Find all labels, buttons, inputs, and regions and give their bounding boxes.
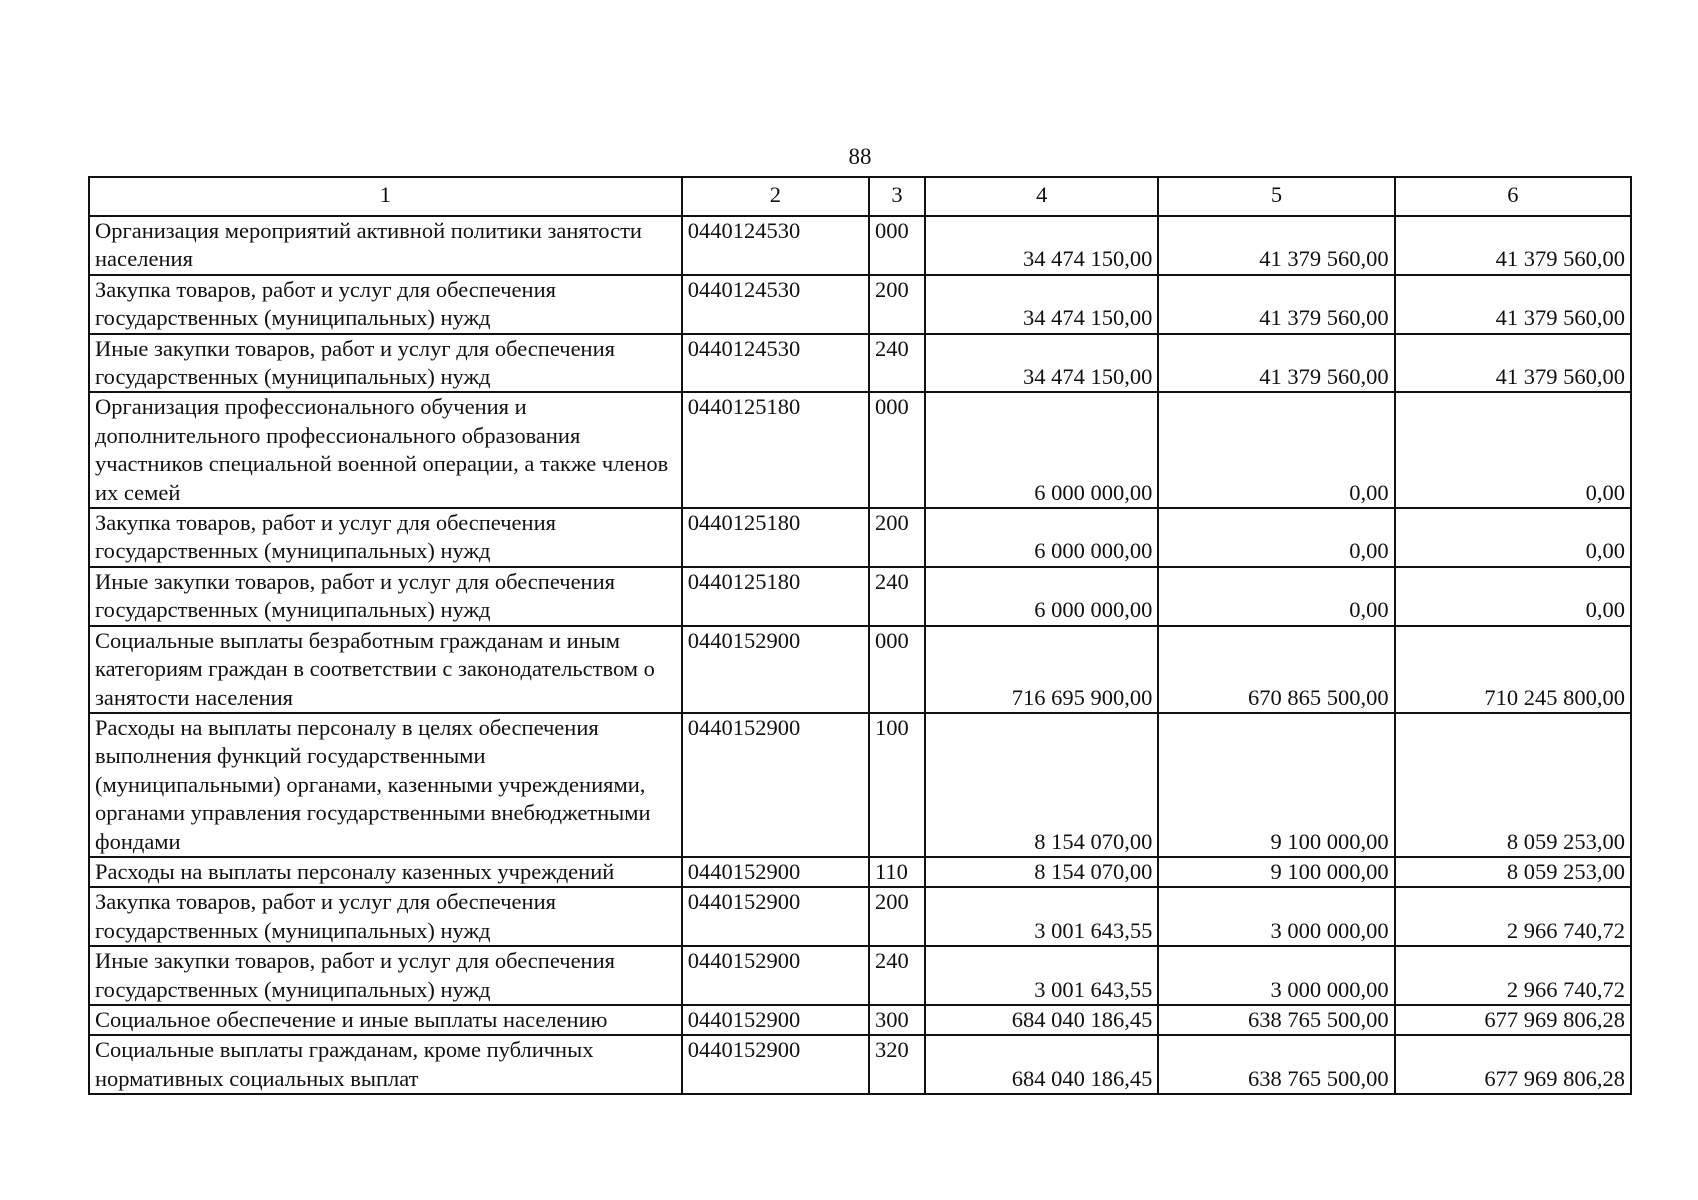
row-value-2: 0,00 — [1158, 508, 1394, 567]
row-value-3: 710 245 800,00 — [1395, 626, 1631, 713]
row-value-3: 677 969 806,28 — [1395, 1005, 1631, 1035]
row-type: 000 — [869, 626, 925, 713]
row-value-1: 8 154 070,00 — [925, 713, 1158, 857]
row-type: 110 — [869, 857, 925, 887]
row-name: Организация мероприятий активной политики занятости населения — [89, 216, 682, 275]
row-value-1: 684 040 186,45 — [925, 1005, 1158, 1035]
row-value-3: 2 966 740,72 — [1395, 887, 1631, 946]
table-row — [89, 887, 1631, 946]
row-value-1: 8 154 070,00 — [925, 857, 1158, 887]
row-value-3: 41 379 560,00 — [1395, 334, 1631, 393]
table-row — [89, 392, 1631, 508]
row-value-2: 0,00 — [1158, 392, 1394, 508]
table-row — [89, 216, 1631, 275]
row-value-1: 6 000 000,00 — [925, 508, 1158, 567]
row-value-1: 34 474 150,00 — [925, 275, 1158, 334]
row-code: 0440125180 — [682, 508, 869, 567]
row-type: 240 — [869, 567, 925, 626]
row-type: 200 — [869, 887, 925, 946]
row-code: 0440152900 — [682, 887, 869, 946]
row-value-1: 6 000 000,00 — [925, 567, 1158, 626]
table-row — [89, 275, 1631, 334]
row-value-2: 41 379 560,00 — [1158, 334, 1394, 393]
row-code: 0440125180 — [682, 392, 869, 508]
row-name: Закупка товаров, работ и услуг для обеспечения государственных (муниципальных) нужд — [89, 887, 682, 946]
row-value-3: 8 059 253,00 — [1395, 713, 1631, 857]
table-row — [89, 1005, 1631, 1035]
row-type: 000 — [869, 216, 925, 275]
row-value-2: 41 379 560,00 — [1158, 216, 1394, 275]
row-type: 100 — [869, 713, 925, 857]
page-number: 88 — [848, 144, 872, 169]
row-code: 0440152900 — [682, 713, 869, 857]
row-value-3: 0,00 — [1395, 508, 1631, 567]
row-type: 240 — [869, 334, 925, 393]
row-type: 200 — [869, 508, 925, 567]
table-header-row — [89, 177, 1631, 216]
row-code: 0440152900 — [682, 857, 869, 887]
header-cell: 5 — [1158, 177, 1394, 216]
row-name: Иные закупки товаров, работ и услуг для обеспечения государственных (муниципальных) нужд — [89, 946, 682, 1005]
row-value-3: 0,00 — [1395, 567, 1631, 626]
row-value-3: 41 379 560,00 — [1395, 275, 1631, 334]
row-value-2: 3 000 000,00 — [1158, 887, 1394, 946]
row-value-2: 0,00 — [1158, 567, 1394, 626]
row-value-2: 3 000 000,00 — [1158, 946, 1394, 1005]
row-name: Иные закупки товаров, работ и услуг для обеспечения государственных (муниципальных) нужд — [89, 567, 682, 626]
row-name: Закупка товаров, работ и услуг для обеспечения государственных (муниципальных) нужд — [89, 275, 682, 334]
row-code: 0440152900 — [682, 1035, 869, 1094]
header-cell: 1 — [89, 177, 682, 216]
table-row — [89, 567, 1631, 626]
table-row — [89, 946, 1631, 1005]
row-value-2: 9 100 000,00 — [1158, 713, 1394, 857]
table-row — [89, 626, 1631, 713]
row-code: 0440124530 — [682, 275, 869, 334]
budget-table — [88, 176, 1632, 1095]
row-value-3: 8 059 253,00 — [1395, 857, 1631, 887]
header-cell: 3 — [869, 177, 925, 216]
row-name: Организация профессионального обучения и дополнительного профессионального образования участников специальной военной операции, а также членов их семей — [89, 392, 682, 508]
row-type: 200 — [869, 275, 925, 334]
row-value-1: 3 001 643,55 — [925, 887, 1158, 946]
row-code: 0440152900 — [682, 946, 869, 1005]
table-row — [89, 334, 1631, 393]
row-value-2: 638 765 500,00 — [1158, 1005, 1394, 1035]
row-value-3: 677 969 806,28 — [1395, 1035, 1631, 1094]
header-cell: 6 — [1395, 177, 1631, 216]
row-value-1: 34 474 150,00 — [925, 216, 1158, 275]
header-cell: 2 — [682, 177, 869, 216]
row-name: Социальные выплаты безработным гражданам и иным категориям граждан в соответствии с законодательством о занятости населения — [89, 626, 682, 713]
row-value-3: 41 379 560,00 — [1395, 216, 1631, 275]
row-name: Социальные выплаты гражданам, кроме публичных нормативных социальных выплат — [89, 1035, 682, 1094]
table-row — [89, 857, 1631, 887]
row-code: 0440125180 — [682, 567, 869, 626]
row-name: Расходы на выплаты персоналу в целях обеспечения выполнения функций государственными (муниципальными) органами, казенными учреждениями, органами управления государственными внебюджетными фондами — [89, 713, 682, 857]
row-value-1: 684 040 186,45 — [925, 1035, 1158, 1094]
row-value-1: 716 695 900,00 — [925, 626, 1158, 713]
row-code: 0440152900 — [682, 626, 869, 713]
row-type: 240 — [869, 946, 925, 1005]
table-row — [89, 1035, 1631, 1094]
row-code: 0440152900 — [682, 1005, 869, 1035]
row-type: 300 — [869, 1005, 925, 1035]
row-name: Расходы на выплаты персоналу казенных учреждений — [89, 857, 682, 887]
row-value-3: 0,00 — [1395, 392, 1631, 508]
row-code: 0440124530 — [682, 334, 869, 393]
row-value-2: 638 765 500,00 — [1158, 1035, 1394, 1094]
row-value-1: 3 001 643,55 — [925, 946, 1158, 1005]
row-value-2: 9 100 000,00 — [1158, 857, 1394, 887]
row-value-3: 2 966 740,72 — [1395, 946, 1631, 1005]
row-value-1: 6 000 000,00 — [925, 392, 1158, 508]
row-value-1: 34 474 150,00 — [925, 334, 1158, 393]
table-row — [89, 713, 1631, 857]
row-type: 320 — [869, 1035, 925, 1094]
row-code: 0440124530 — [682, 216, 869, 275]
row-value-2: 41 379 560,00 — [1158, 275, 1394, 334]
row-name: Социальное обеспечение и иные выплаты населению — [89, 1005, 682, 1035]
table-row — [89, 508, 1631, 567]
row-name: Иные закупки товаров, работ и услуг для обеспечения государственных (муниципальных) нужд — [89, 334, 682, 393]
row-value-2: 670 865 500,00 — [1158, 626, 1394, 713]
row-type: 000 — [869, 392, 925, 508]
header-cell: 4 — [925, 177, 1158, 216]
row-name: Закупка товаров, работ и услуг для обеспечения государственных (муниципальных) нужд — [89, 508, 682, 567]
